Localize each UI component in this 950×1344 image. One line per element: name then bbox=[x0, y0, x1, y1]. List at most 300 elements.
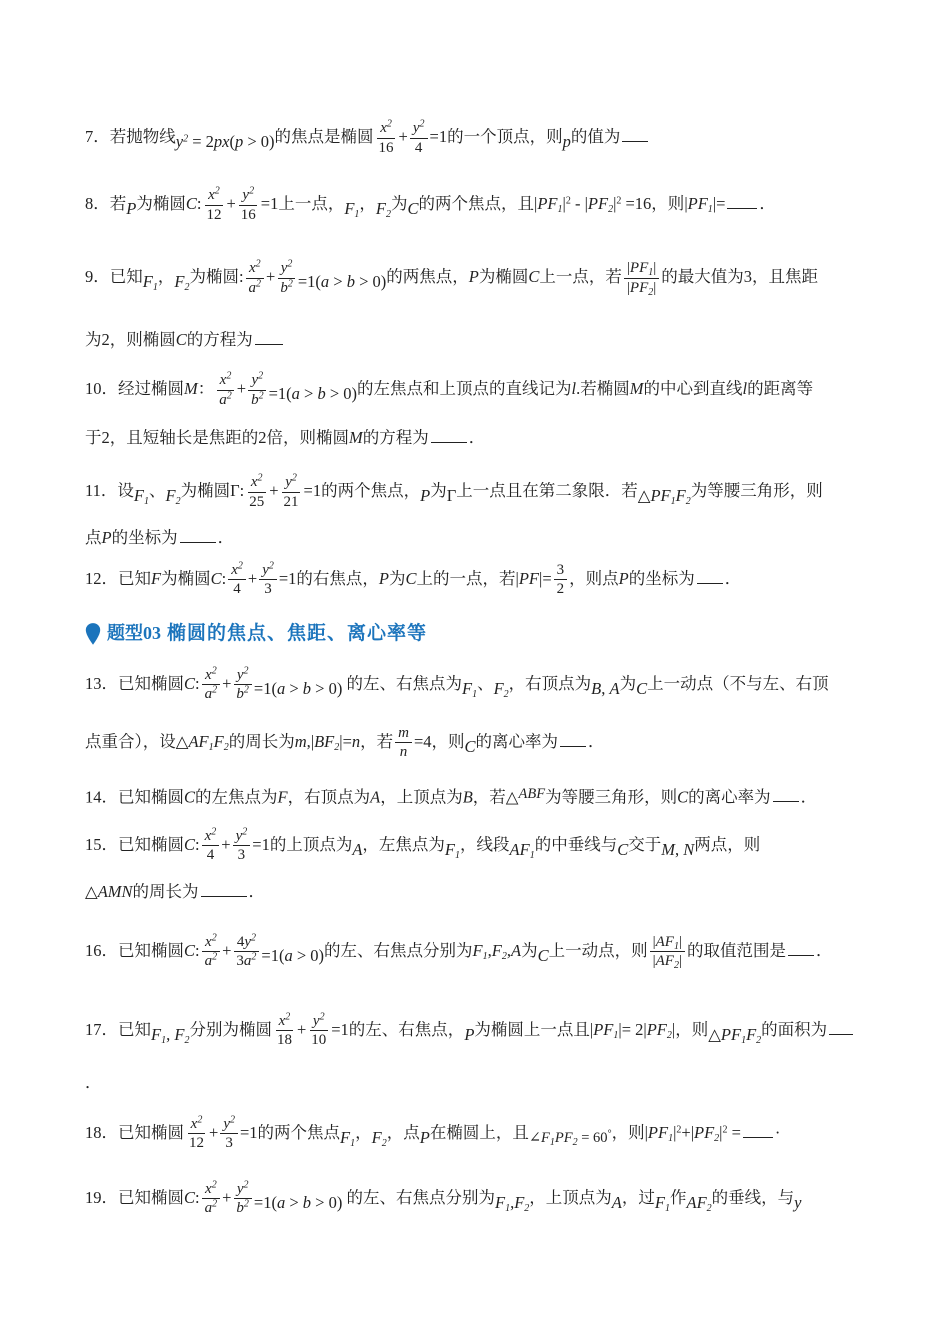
math-variable: M bbox=[661, 839, 675, 859]
math-variable: b bbox=[346, 272, 355, 292]
text-run: 点 bbox=[85, 528, 102, 547]
text-run: 的垂线，与 bbox=[711, 1187, 795, 1207]
math-variable: $AF_2$ bbox=[686, 1192, 712, 1214]
text-run: > 0) bbox=[354, 272, 387, 292]
text-run: 12．已知 bbox=[85, 568, 151, 588]
fraction bbox=[624, 259, 659, 298]
math-variable: $x^2$ bbox=[380, 118, 392, 136]
problem-11-line-1 bbox=[85, 458, 868, 526]
text-run: | bbox=[653, 259, 657, 276]
text-run: ，则 bbox=[611, 1122, 645, 1142]
fraction bbox=[246, 473, 267, 512]
text-run: $|^2$ bbox=[719, 1122, 728, 1142]
text-run: 的方程为 bbox=[362, 427, 429, 447]
math-variable: $F_1$ bbox=[142, 272, 158, 294]
text-run: 的焦点是椭圆 bbox=[274, 126, 374, 146]
fraction bbox=[202, 933, 221, 972]
answer-blank bbox=[201, 882, 247, 898]
text-run: =1的两个焦点 bbox=[239, 1122, 341, 1142]
problem-14 bbox=[85, 775, 868, 819]
math-variable: $PF_1$ bbox=[687, 193, 713, 215]
text-run: 的周长为 bbox=[132, 882, 199, 902]
problem-17-line-2 bbox=[85, 1071, 868, 1097]
text-run: 为椭圆: bbox=[189, 266, 244, 286]
text-run: 为 bbox=[521, 940, 538, 960]
text-run: ， bbox=[157, 266, 175, 286]
text-run: 上一动点（不与左、右顶 bbox=[647, 673, 829, 693]
math-variable: m bbox=[294, 731, 307, 751]
fraction bbox=[650, 933, 685, 972]
text-run: : bbox=[195, 1187, 200, 1207]
text-run: 的面积为 bbox=[761, 1019, 828, 1039]
text-run: = 60° bbox=[577, 1128, 612, 1147]
math-variable: $PF_2$ bbox=[646, 1019, 672, 1041]
text-run: , bbox=[506, 940, 511, 960]
problem-8-content bbox=[85, 186, 776, 225]
math-variable: $F_2$ bbox=[174, 272, 190, 294]
text-run: 的左焦点为 bbox=[195, 787, 278, 807]
math-variable: C bbox=[405, 568, 417, 588]
math-variable: P bbox=[378, 568, 390, 588]
math-variable: F bbox=[277, 787, 288, 807]
text-run: ． bbox=[468, 427, 486, 447]
text-run: 18．已知椭圆 bbox=[85, 1122, 184, 1142]
answer-blank bbox=[773, 786, 799, 802]
math-variable: $PF_2$ bbox=[629, 279, 654, 298]
math-variable: a bbox=[320, 272, 330, 292]
math-variable: C bbox=[636, 678, 648, 698]
problem-15-line-2 bbox=[85, 873, 868, 913]
fraction bbox=[186, 1115, 207, 1154]
math-variable: $a^2$ bbox=[204, 684, 218, 703]
text-run: =4 bbox=[413, 731, 432, 751]
text-run: 为椭圆上一点且 bbox=[474, 1019, 590, 1039]
math-variable: $y^2$ bbox=[262, 560, 274, 578]
problem-12-content bbox=[85, 561, 741, 600]
answer-blank bbox=[255, 329, 283, 345]
text-run: ，右顶点为 bbox=[508, 673, 592, 693]
text-run: · bbox=[774, 1122, 781, 1142]
math-variable: $x^2$ bbox=[248, 258, 261, 276]
fraction bbox=[246, 259, 265, 298]
math-variable: $PF_1$ bbox=[650, 486, 676, 508]
text-run: =16，则 bbox=[621, 193, 685, 213]
text-run: | bbox=[652, 933, 656, 950]
fraction bbox=[277, 259, 296, 298]
math-variable: $F_1$ bbox=[151, 1024, 167, 1046]
problem-12 bbox=[85, 551, 868, 609]
math-variable: l bbox=[742, 378, 748, 398]
math-variable: $F_2$ bbox=[165, 486, 181, 508]
math-variable: $y^2$ bbox=[285, 472, 297, 490]
math-variable: y bbox=[794, 1192, 802, 1212]
math-variable: $y^2$ bbox=[236, 665, 249, 683]
math-variable: $F_2$ bbox=[675, 486, 691, 508]
math-variable: $F_1$ bbox=[472, 940, 488, 962]
math-variable: a bbox=[284, 945, 293, 965]
math-variable: A bbox=[370, 787, 381, 807]
text-run: =1的右焦点， bbox=[278, 568, 379, 588]
text-run: 4 bbox=[414, 139, 423, 156]
text-run: ∠ bbox=[528, 1130, 541, 1147]
text-run: .若椭圆 bbox=[576, 378, 630, 398]
text-run: =1上一点， bbox=[260, 193, 345, 213]
math-variable: P bbox=[101, 528, 112, 547]
problem-19-content bbox=[85, 1180, 801, 1219]
problem-11-line-2 bbox=[85, 526, 868, 551]
math-variable: n bbox=[399, 744, 408, 761]
math-variable: a bbox=[291, 384, 300, 404]
math-variable: M bbox=[349, 427, 363, 447]
text-run: + bbox=[296, 1019, 307, 1039]
math-variable: $y^2$ bbox=[175, 132, 189, 152]
text-run: | bbox=[515, 568, 519, 588]
problem-7 bbox=[85, 104, 868, 172]
text-run: , bbox=[510, 1192, 515, 1212]
math-variable: $PF_1$ bbox=[593, 1019, 619, 1041]
text-run: - bbox=[570, 193, 585, 213]
math-variable: $F_1$ bbox=[461, 678, 478, 700]
answer-blank bbox=[180, 527, 216, 543]
text-run: = 2 bbox=[188, 132, 214, 152]
fraction bbox=[259, 561, 277, 600]
text-run: =1( bbox=[261, 945, 285, 965]
text-run: | bbox=[626, 259, 630, 276]
text-run: =1( bbox=[268, 384, 292, 404]
problem-13-line-1-content bbox=[85, 666, 829, 705]
section-title: 椭圆的焦点、焦距、离心率等 bbox=[167, 622, 428, 644]
text-run: : bbox=[195, 940, 200, 960]
text-run: =1的左、右焦点， bbox=[331, 1019, 465, 1039]
math-variable: p bbox=[562, 132, 571, 152]
problem-19 bbox=[85, 1171, 868, 1227]
text-run: 10．经过椭圆 bbox=[85, 378, 184, 398]
math-variable: C bbox=[210, 568, 222, 588]
math-variable: $AF_1$ bbox=[188, 731, 214, 753]
problem-17-line-1 bbox=[85, 991, 868, 1071]
fraction bbox=[238, 186, 259, 225]
text-run: > 0) bbox=[325, 384, 357, 404]
math-variable: A bbox=[352, 839, 363, 859]
text-run: △ bbox=[637, 486, 651, 506]
math-variable: C bbox=[185, 193, 197, 213]
fraction bbox=[410, 119, 428, 158]
problem-13-line-2-content bbox=[85, 724, 605, 763]
math-variable: $x^2$ bbox=[190, 1114, 203, 1132]
text-run: 的两个焦点，且 bbox=[418, 193, 535, 213]
text-run: 点重合），设△ bbox=[85, 731, 189, 751]
text-run: 的左、右焦点分别为 bbox=[324, 940, 473, 960]
text-run: 的坐标为 bbox=[111, 528, 178, 547]
problem-14-content bbox=[85, 784, 817, 810]
text-run: $|^2$ bbox=[673, 1122, 682, 1142]
text-run: 上一动点，则 bbox=[548, 940, 648, 960]
text-run: 为椭圆 bbox=[478, 266, 529, 286]
text-run: | bbox=[712, 193, 717, 213]
math-variable: C bbox=[617, 839, 629, 859]
math-variable: $y^2$ bbox=[235, 826, 248, 844]
text-run: = bbox=[342, 731, 352, 751]
math-variable: $F_2$ bbox=[371, 1127, 387, 1149]
text-run: =1的上顶点为 bbox=[252, 834, 353, 854]
text-run: = bbox=[542, 568, 552, 588]
text-run: ，过 bbox=[621, 1187, 655, 1207]
answer-blank bbox=[829, 1019, 853, 1035]
math-variable: P bbox=[419, 1127, 430, 1147]
text-run: 为 bbox=[619, 673, 637, 693]
math-variable: C bbox=[184, 940, 196, 960]
text-run: | bbox=[310, 731, 315, 751]
math-variable: $PF_1$ bbox=[537, 193, 563, 215]
text-run: 4 bbox=[236, 933, 245, 950]
text-run: : bbox=[196, 193, 202, 213]
text-run: 、 bbox=[477, 673, 494, 693]
math-variable: P bbox=[126, 199, 137, 219]
problem-8 bbox=[85, 172, 868, 238]
math-variable: $a^2$ bbox=[243, 951, 257, 970]
text-run: ，则 bbox=[431, 731, 465, 751]
math-variable: $y^2$ bbox=[280, 258, 293, 276]
text-run: ，若△ bbox=[472, 787, 519, 807]
fraction bbox=[248, 371, 267, 410]
math-variable: A bbox=[609, 678, 620, 698]
math-variable: $b^2$ bbox=[251, 390, 264, 408]
fraction bbox=[202, 827, 220, 866]
problem-7-content bbox=[85, 119, 650, 158]
text-run: 10 bbox=[311, 1032, 327, 1049]
text-run: | bbox=[678, 933, 682, 950]
text-run: , bbox=[487, 940, 492, 960]
math-variable: $AF_1$ bbox=[509, 839, 535, 861]
problem-15-line-2-content bbox=[85, 880, 265, 905]
fraction bbox=[233, 933, 259, 972]
text-run: 上一点，若 bbox=[539, 266, 622, 286]
text-run: 2 bbox=[556, 581, 565, 598]
math-variable: $x^2$ bbox=[204, 826, 217, 844]
problem-11-line-2-content bbox=[85, 526, 234, 551]
math-variable: px bbox=[213, 132, 230, 152]
fraction bbox=[308, 1012, 329, 1051]
math-variable: $a^2$ bbox=[219, 390, 232, 408]
text-run: > bbox=[329, 272, 347, 292]
math-variable: a bbox=[276, 678, 286, 698]
math-variable: $F_2$ bbox=[491, 940, 507, 962]
text-run: + bbox=[398, 126, 408, 146]
text-run: 的左焦点和上顶点的直线记为 bbox=[357, 378, 572, 398]
text-run: > 0) bbox=[243, 132, 275, 152]
text-run: 为椭圆 bbox=[161, 568, 211, 588]
text-run: 交于 bbox=[628, 834, 662, 854]
math-variable: P bbox=[464, 1024, 475, 1044]
text-run: : bbox=[195, 673, 200, 693]
problem-11-line-1-content bbox=[85, 473, 823, 512]
math-variable: $y^2$ bbox=[412, 118, 425, 136]
problem-15-line-1-content bbox=[85, 827, 760, 866]
fraction bbox=[220, 1115, 238, 1154]
text-run: > 0) bbox=[311, 678, 343, 698]
text-run: | bbox=[539, 568, 543, 588]
math-variable: A bbox=[611, 1192, 622, 1212]
text-run: 、 bbox=[148, 480, 166, 500]
problem-9-line-2-content bbox=[85, 328, 285, 353]
math-variable: $x^2$ bbox=[231, 560, 243, 578]
text-run: + bbox=[209, 1122, 219, 1142]
text-run: 为椭圆 bbox=[180, 480, 231, 500]
problem-list bbox=[85, 104, 868, 1227]
math-variable: $PF_1$ bbox=[720, 1024, 747, 1046]
text-run: ． bbox=[85, 1073, 102, 1093]
math-variable: $F_1$ bbox=[133, 486, 149, 508]
fraction bbox=[554, 561, 568, 600]
math-variable: C bbox=[175, 329, 187, 349]
math-variable: $x^2$ bbox=[208, 185, 220, 203]
text-run: | bbox=[690, 1122, 694, 1142]
text-run: 4 bbox=[233, 581, 241, 598]
math-variable: $x^2$ bbox=[219, 370, 232, 388]
text-run: 3 bbox=[556, 561, 565, 578]
text-run: 的两焦点， bbox=[386, 266, 469, 286]
text-run: , bbox=[674, 839, 684, 859]
text-run: Γ bbox=[446, 486, 457, 506]
text-run: | bbox=[589, 1019, 594, 1039]
text-run: | bbox=[626, 279, 630, 296]
text-run: 于2，且短轴长是焦距的2倍，则椭圆 bbox=[85, 427, 349, 447]
math-variable: C bbox=[184, 673, 196, 693]
math-variable: $AF_1$ bbox=[655, 933, 679, 952]
text-run: + bbox=[236, 378, 247, 398]
text-run: = bbox=[716, 193, 726, 213]
math-variable: C bbox=[184, 787, 196, 807]
text-run: 的距离等 bbox=[747, 378, 814, 398]
text-run: > bbox=[285, 1192, 303, 1212]
problem-18 bbox=[85, 1097, 868, 1171]
text-run: $|^2$ bbox=[613, 193, 622, 213]
text-run: 为2，则椭圆 bbox=[85, 329, 176, 349]
math-variable: $F_1$ bbox=[654, 1192, 670, 1214]
math-variable: $y^2$ bbox=[251, 370, 264, 388]
math-variable: n bbox=[351, 731, 361, 751]
math-variable: $a^2$ bbox=[204, 951, 218, 970]
text-run: ( bbox=[229, 132, 235, 152]
text-run: 4 bbox=[206, 847, 215, 864]
text-run: 的左、右焦点为 bbox=[342, 673, 462, 693]
text-run: 的中垂线与 bbox=[534, 834, 618, 854]
text-run: > bbox=[285, 678, 303, 698]
math-variable: $b^2$ bbox=[236, 1198, 249, 1217]
text-run: ． bbox=[588, 731, 605, 751]
text-run: > bbox=[299, 384, 318, 404]
text-run: 为等腰三角形，则 bbox=[545, 787, 678, 807]
text-run: + bbox=[222, 673, 232, 693]
math-variable: $F_2$ bbox=[514, 1192, 530, 1214]
text-run: 的最大值为3，且焦距 bbox=[661, 266, 818, 286]
math-variable: $y^2$ bbox=[244, 932, 256, 950]
math-variable: C bbox=[184, 1187, 196, 1207]
text-run: = bbox=[727, 1122, 741, 1142]
math-variable: P bbox=[468, 266, 479, 286]
problem-13-line-1 bbox=[85, 659, 868, 711]
text-run: + bbox=[266, 266, 276, 286]
text-run: 为椭圆 bbox=[136, 193, 186, 213]
math-variable: $y^2$ bbox=[242, 185, 255, 203]
text-run: 两点，则 bbox=[694, 834, 761, 854]
math-variable: $x^2$ bbox=[205, 665, 217, 683]
text-run: 13．已知椭圆 bbox=[85, 673, 184, 693]
text-run: 25 bbox=[249, 493, 265, 510]
fraction bbox=[233, 666, 252, 705]
text-run: | bbox=[643, 1019, 647, 1039]
math-variable: b bbox=[317, 384, 326, 404]
text-run: 12 bbox=[206, 206, 222, 223]
text-run: 的值为 bbox=[570, 126, 621, 146]
math-variable: P bbox=[618, 568, 629, 588]
text-run: > 0) bbox=[311, 1192, 343, 1212]
math-variable: $y^2$ bbox=[312, 1011, 325, 1029]
text-run: ： bbox=[197, 378, 215, 398]
problem-10-line-1 bbox=[85, 362, 868, 418]
text-run: : bbox=[239, 480, 245, 500]
math-variable: l bbox=[571, 378, 577, 398]
math-variable: B bbox=[591, 678, 602, 698]
text-run: + bbox=[681, 1122, 691, 1142]
math-variable: $PF_1$ bbox=[629, 259, 654, 278]
math-variable: a bbox=[276, 1192, 286, 1212]
math-variable: $PF_2$ bbox=[554, 1130, 578, 1149]
text-run: : bbox=[221, 568, 227, 588]
text-run: , bbox=[166, 1024, 175, 1044]
math-variable: $BF_2$ bbox=[314, 731, 340, 753]
text-run: | bbox=[644, 1122, 648, 1142]
math-variable: N bbox=[683, 839, 695, 859]
text-run: 为 bbox=[391, 193, 408, 213]
math-variable: $F_1$ bbox=[444, 839, 461, 861]
math-variable: C bbox=[528, 266, 540, 286]
section-label: 题型03 bbox=[107, 623, 161, 644]
text-run: 的离心率为 bbox=[475, 731, 559, 751]
math-variable: $PF_1$ bbox=[647, 1122, 674, 1144]
text-run: 的方程为 bbox=[186, 329, 253, 349]
text-run: ，左焦点为 bbox=[362, 834, 445, 854]
text-run: ，点 bbox=[386, 1122, 420, 1142]
math-variable: C bbox=[464, 736, 476, 756]
math-variable: p bbox=[234, 132, 244, 152]
text-run: ，上顶点为 bbox=[380, 787, 463, 807]
text-run: 的取值范围是 bbox=[686, 940, 786, 960]
math-variable: $x^2$ bbox=[250, 472, 263, 490]
text-run: ， bbox=[355, 1122, 372, 1142]
math-variable: $x^2$ bbox=[205, 1179, 217, 1197]
math-variable: $F_1$ bbox=[541, 1130, 555, 1149]
text-run: 8．若 bbox=[85, 193, 127, 213]
problem-16 bbox=[85, 913, 868, 991]
text-run: 的周长为 bbox=[228, 731, 295, 751]
text-run: ． bbox=[248, 882, 266, 902]
text-run: | bbox=[652, 953, 656, 970]
section-header bbox=[85, 609, 868, 659]
math-variable: $F_2$ bbox=[375, 199, 392, 221]
math-variable: m bbox=[398, 724, 409, 741]
text-run: > 0) bbox=[292, 945, 325, 965]
text-run: + bbox=[247, 568, 258, 588]
math-variable: $PF_2$ bbox=[694, 1122, 720, 1144]
math-variable: $F_2$ bbox=[213, 731, 229, 753]
math-variable: M bbox=[184, 378, 198, 398]
text-run: △ bbox=[708, 1024, 721, 1044]
math-variable: b bbox=[302, 678, 312, 698]
text-run: ． bbox=[759, 193, 776, 213]
text-run: 11．设 bbox=[85, 480, 134, 500]
text-run: + bbox=[226, 193, 236, 213]
